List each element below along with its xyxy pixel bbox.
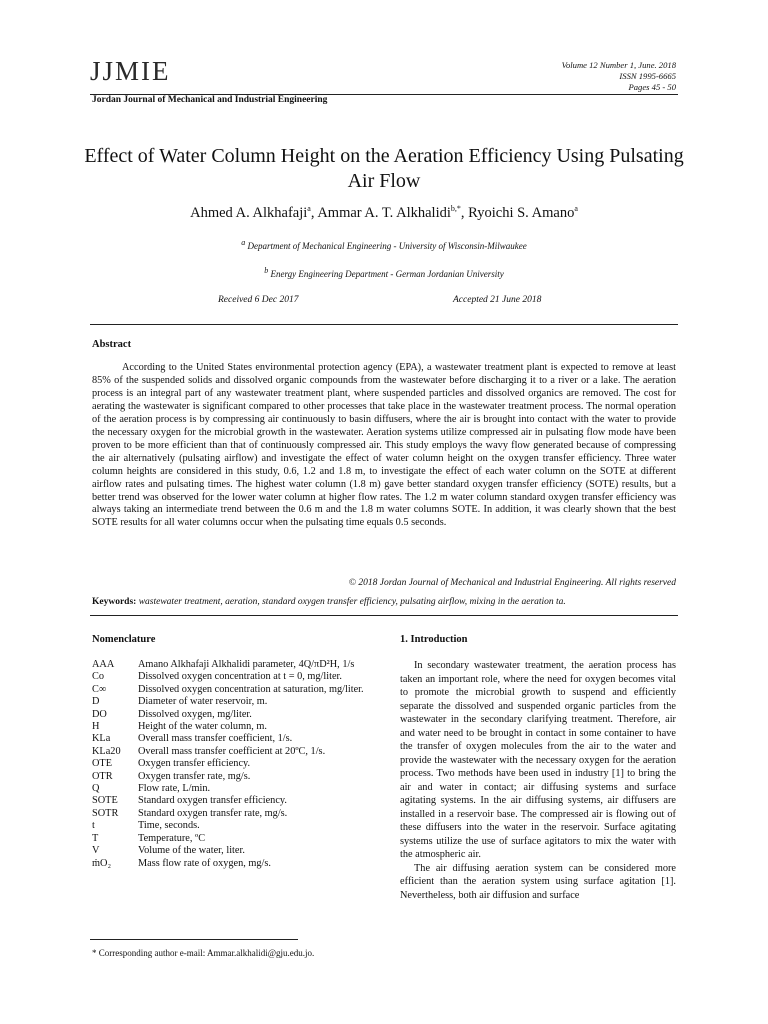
- nomenclature-definition: Oxygen transfer rate, mg/s.: [138, 770, 251, 782]
- paper-title: Effect of Water Column Height on the Aeration Efficiency Using Pulsating Air Flow: [84, 145, 684, 192]
- nomenclature-definition: Dissolved oxygen concentration at t = 0, mg/liter.: [138, 671, 342, 683]
- nomenclature-symbol: DO: [92, 708, 107, 720]
- introduction-heading: 1. Introduction: [400, 634, 468, 645]
- nomenclature-row: [92, 684, 368, 696]
- nomenclature-row: [92, 771, 368, 783]
- volume-text: Volume 12 Number 1, June. 2018: [561, 60, 676, 70]
- nomenclature-definition: Time, seconds.: [138, 820, 200, 832]
- nomenclature-row: [92, 733, 368, 745]
- affiliation-sup: b: [264, 266, 269, 275]
- title-rule: [90, 324, 678, 325]
- nomenclature-symbol: Co: [92, 671, 105, 683]
- nomenclature-row: [92, 721, 368, 733]
- nomenclature-symbol: t: [92, 820, 95, 832]
- abstract-heading: Abstract: [92, 339, 132, 350]
- nomenclature-row: [92, 795, 368, 807]
- nomenclature-definition: Overall mass transfer coefficient, 1/s.: [138, 733, 293, 745]
- nomenclature-definition: Dissolved oxygen, mg/liter.: [138, 708, 252, 720]
- affiliation-a: [80, 238, 688, 251]
- author-sup: b,*: [450, 204, 461, 213]
- nomenclature-definition: Standard oxygen transfer rate, mg/s.: [138, 807, 288, 819]
- nomenclature-symbol: D: [92, 696, 100, 708]
- nomenclature-row: [92, 808, 368, 820]
- nomenclature-list: [92, 659, 368, 870]
- nomenclature-row: [92, 845, 368, 857]
- nomenclature-row: [92, 671, 368, 683]
- nomenclature-symbol: AAA: [92, 659, 115, 670]
- nomenclature-heading: Nomenclature: [92, 634, 156, 645]
- introduction-body: [400, 659, 676, 902]
- footnote-rule: [90, 939, 298, 940]
- journal-name: Jordan Journal of Mechanical and Industrial Engineering: [92, 95, 328, 105]
- nomenclature-row: [92, 833, 368, 845]
- author-name: Ammar A. T. Alkhalidi: [317, 204, 451, 221]
- nomenclature-symbol: H: [92, 721, 100, 733]
- nomenclature-definition: Volume of the water, liter.: [138, 845, 245, 857]
- nomenclature-row: [92, 696, 368, 708]
- nomenclature-row: [92, 858, 368, 870]
- nomenclature-row: [92, 820, 368, 832]
- keywords-text: wastewater treatment, aeration, standard oxygen transfer efficiency, pulsating airflow, mixing in the aeration ta.: [138, 597, 566, 607]
- journal-logo: JJMIE: [90, 56, 171, 86]
- nomenclature-symbol: V: [92, 845, 100, 857]
- copyright-notice: © 2018 Jordan Journal of Mechanical and Industrial Engineering. All rights reserved: [348, 578, 676, 588]
- affiliation-sup: a: [241, 238, 246, 247]
- nomenclature-row: [92, 783, 368, 795]
- affiliation-text: Energy Engineering Department - German Jordanian University: [270, 269, 504, 279]
- nomenclature-symbol: KLa: [92, 733, 111, 745]
- pages-text: Pages 45 - 50: [628, 82, 676, 92]
- abstract-rule: [90, 615, 678, 616]
- footnote: * Corresponding author e-mail: Ammar.alkhalidi@gju.edu.jo.: [92, 948, 315, 958]
- author-list: Ahmed A. Alkhafaji$^a$, Ammar A. T. Alkhalidi$^{b,*}$, Ryoichi S. Amano$^a$: [190, 204, 578, 221]
- author-sup: a: [307, 204, 311, 213]
- nomenclature-definition: Diameter of water reservoir, m.: [138, 696, 268, 708]
- nomenclature-symbol: Q: [92, 783, 100, 795]
- nomenclature-symbol: OTE: [92, 758, 113, 770]
- introduction-paragraph: The air diffusing aeration system can be considered more efficient than the aeration system using surface agitation [1]. Nevertheless, both air diffusion and surface: [400, 862, 676, 901]
- nomenclature-definition: Flow rate, L/min.: [138, 783, 211, 795]
- nomenclature-row: [92, 746, 368, 758]
- nomenclature-definition: Overall mass transfer coefficient at 20ºC, 1/s.: [138, 745, 326, 757]
- nomenclature-symbol: OTR: [92, 770, 113, 782]
- nomenclature-row: [92, 709, 368, 721]
- nomenclature-definition: Standard oxygen transfer efficiency.: [138, 795, 287, 807]
- nomenclature-symbol: KLa20: [92, 745, 121, 757]
- author-name: Ahmed A. Alkhafaji: [190, 204, 308, 221]
- affiliation-text: Department of Mechanical Engineering - University of Wisconsin-Milwaukee: [247, 241, 527, 251]
- nomenclature-symbol: ṁO₂: [92, 857, 112, 869]
- issue-info: [456, 60, 676, 93]
- introduction-paragraph: In secondary wastewater treatment, the aeration process has taken an important role, where the need for oxygen becomes vital to promote the microbial growth to suspend and efficiently separate the dissolved and suspended organic particles from the wastewater in the secondary clarifying treatment. Therefore, air and water need to be brought in contact in some container to have the transfer of oxygen molecules from the air to the water and provide the wastewater with the necessary oxygen for the aeration process. Two methods have been used in industry [1] to bring the air and water in contact; air diffusing systems and surface agitating systems. In the air diffusing systems, air diffusers are installed in a reservoir base. The compressed air is flowing out of these diffusers into the water in the reservoir. Surface agitating systems utilize the use of surface agitators to mix the water with the atmospheric air.: [400, 660, 676, 860]
- nomenclature-definition: Height of the water column, m.: [138, 721, 267, 733]
- nomenclature-row: [92, 758, 368, 770]
- received-date: Received 6 Dec 2017: [218, 295, 299, 305]
- accepted-date: Accepted 21 June 2018: [453, 295, 542, 305]
- issn-text: ISSN 1995-6665: [619, 71, 676, 81]
- author-name: Ryoichi S. Amano: [468, 204, 575, 221]
- nomenclature-definition: Oxygen transfer efficiency.: [138, 758, 251, 770]
- nomenclature-symbol: SOTR: [92, 807, 119, 819]
- nomenclature-definition: Temperature, ºC: [138, 832, 206, 844]
- nomenclature-symbol: T: [92, 832, 99, 844]
- abstract-text: According to the United States environmental protection agency (EPA), a wastewater treatment plant is expected to remove at least 85% of the suspended solids and dissolved organic compounds from the wastewater before discharging it to a river or a lake. The aeration process is an integral part of any wastewater treatment plant, where suspended particles and dissolved organics are removed. The cost for aerating the wastewater is significant compared to other processes that take place in the wastewater treatment process. The normal operation of the aeration process is by compressing air continuously to basin diffusers, where the air is brought into contact with the water to provide the necessary oxygen for the microbial growth in the wastewater. Aeration systems utilize compressed air in pulsating flow mode have been proven to be more efficient than that of continuously compressed air. This study employs the wavy flow generated because of compressing the air alternatively (pulsating airflow) and investigate the effect of water column height on the oxygen transfer efficiency. Three water column heights are considered in this study, 0.6, 1.2 and 1.8 m, to investigate the effect of each water column on the SOTE at different airflow rates and pulsating times. The highest water column (1.8 m) gave better standard oxygen transfer efficiency (SOTE) results, but a better trend was observed for the lower water column at higher flow rates. The 1.2 m water column standard oxygen transfer efficiency was always taking an intermediate trend between the 0.6 m and the 1.8 m water columns SOTE. In addition, it was clearly shown that the best SOTE results for all water columns occur when the pulsating time equals 0.5 seconds.: [92, 362, 676, 529]
- nomenclature-symbol: C∞: [92, 683, 107, 695]
- nomenclature-definition: Dissolved oxygen concentration at saturation, mg/liter.: [138, 683, 364, 695]
- nomenclature-row: [92, 659, 368, 671]
- nomenclature-definition: Mass flow rate of oxygen, mg/s.: [138, 857, 271, 869]
- author-sup: a: [574, 204, 578, 213]
- keywords-label: Keywords:: [92, 597, 137, 607]
- nomenclature-symbol: SOTE: [92, 795, 118, 807]
- keywords: [92, 597, 682, 607]
- affiliation-b: [80, 266, 688, 279]
- nomenclature-definition: Amano Alkhafaji Alkhalidi parameter, 4Q/πD²H, 1/s: [138, 659, 355, 670]
